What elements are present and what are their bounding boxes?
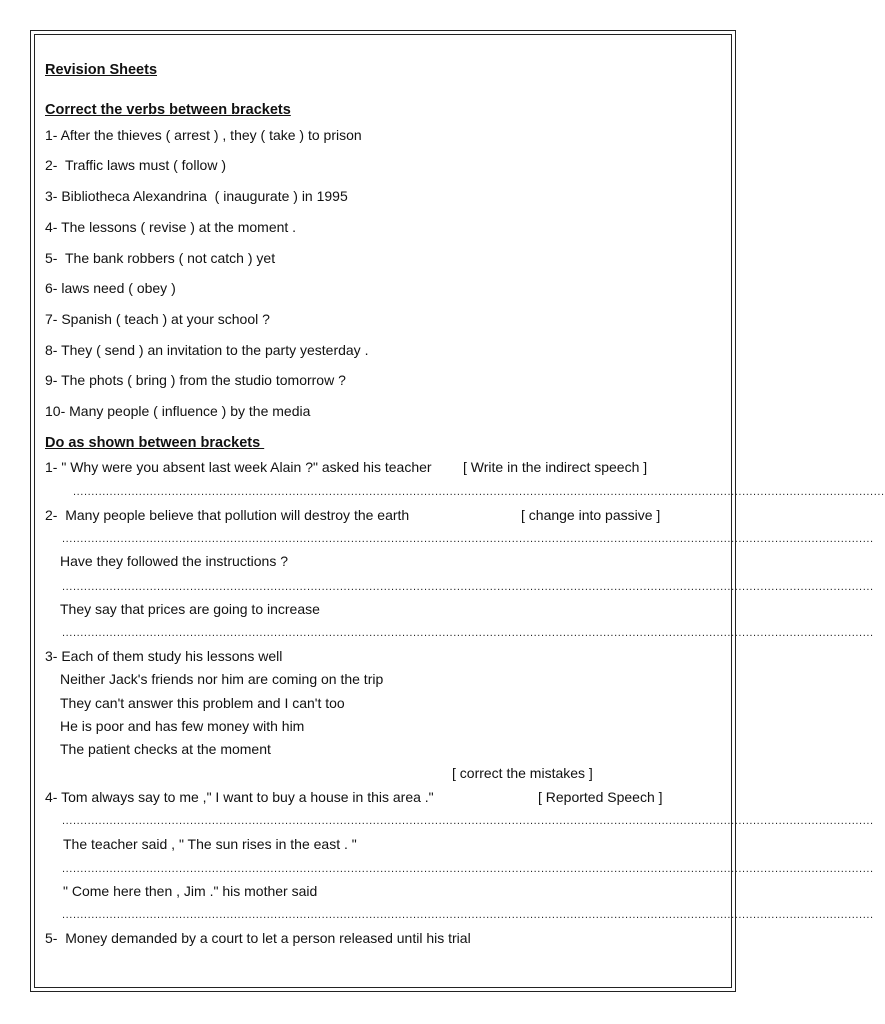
q2-instruction: [ change into passive ] [521, 507, 661, 523]
q2-text: 2- Many people believe that pollution will destroy the earth [45, 507, 410, 523]
answer-line: .............................................................................................................................................................................................................................. [73, 486, 885, 498]
verb-item-10: 10- Many people ( influence ) by the media [45, 403, 311, 419]
verb-item-5: 5- The bank robbers ( not catch ) yet [45, 250, 276, 266]
q3-b-text: Neither Jack's friends nor him are coming on the trip [60, 671, 384, 687]
q2-b-text: Have they followed the instructions ? [60, 553, 289, 569]
q3-instruction: [ correct the mistakes ] [452, 765, 593, 781]
answer-line: .............................................................................................................................................................................................................................. [62, 815, 874, 827]
section-heading-shown: Do as shown between brackets [45, 435, 265, 451]
q1-text: 1- " Why were you absent last week Alain ?" asked his teacher [45, 459, 432, 475]
answer-line: .............................................................................................................................................................................................................................. [62, 863, 874, 875]
verb-item-9: 9- The phots ( bring ) from the studio tomorrow ? [45, 372, 346, 388]
q4-b-text: The teacher said , " The sun rises in the east . " [63, 836, 357, 852]
verb-item-3: 3- Bibliotheca Alexandrina ( inaugurate ) in 1995 [45, 188, 348, 204]
page-title: Revision Sheets [45, 62, 158, 78]
section-heading-verbs: Correct the verbs between brackets [45, 102, 291, 118]
q1-instruction: [ Write in the indirect speech ] [463, 459, 648, 475]
verb-item-2: 2- Traffic laws must ( follow ) [45, 157, 227, 173]
q2-c-text: They say that prices are going to increase [60, 601, 320, 617]
q3-e-text: The patient checks at the moment [60, 741, 271, 757]
q3-c-text: They can't answer this problem and I can't too [60, 695, 345, 711]
q5-text: 5- Money demanded by a court to let a person released until his trial [45, 930, 471, 946]
verb-item-6: 6- laws need ( obey ) [45, 280, 176, 296]
verb-item-1: 1- After the thieves ( arrest ) , they ( take ) to prison [45, 127, 362, 143]
verb-item-8: 8- They ( send ) an invitation to the party yesterday . [45, 342, 369, 358]
answer-line: .............................................................................................................................................................................................................................. [62, 909, 874, 921]
verb-item-7: 7- Spanish ( teach ) at your school ? [45, 311, 270, 327]
q3-d-text: He is poor and has few money with him [60, 718, 305, 734]
answer-line: .............................................................................................................................................................................................................................. [62, 627, 874, 639]
q3-a-text: 3- Each of them study his lessons well [45, 648, 283, 664]
answer-line: .............................................................................................................................................................................................................................. [62, 581, 874, 593]
answer-line: .............................................................................................................................................................................................................................. [62, 533, 874, 545]
q4-c-text: " Come here then , Jim ." his mother said [63, 883, 318, 899]
q4-text: 4- Tom always say to me ," I want to buy a house in this area ." [45, 789, 434, 805]
verb-item-4: 4- The lessons ( revise ) at the moment . [45, 219, 297, 235]
q4-instruction: [ Reported Speech ] [538, 789, 663, 805]
